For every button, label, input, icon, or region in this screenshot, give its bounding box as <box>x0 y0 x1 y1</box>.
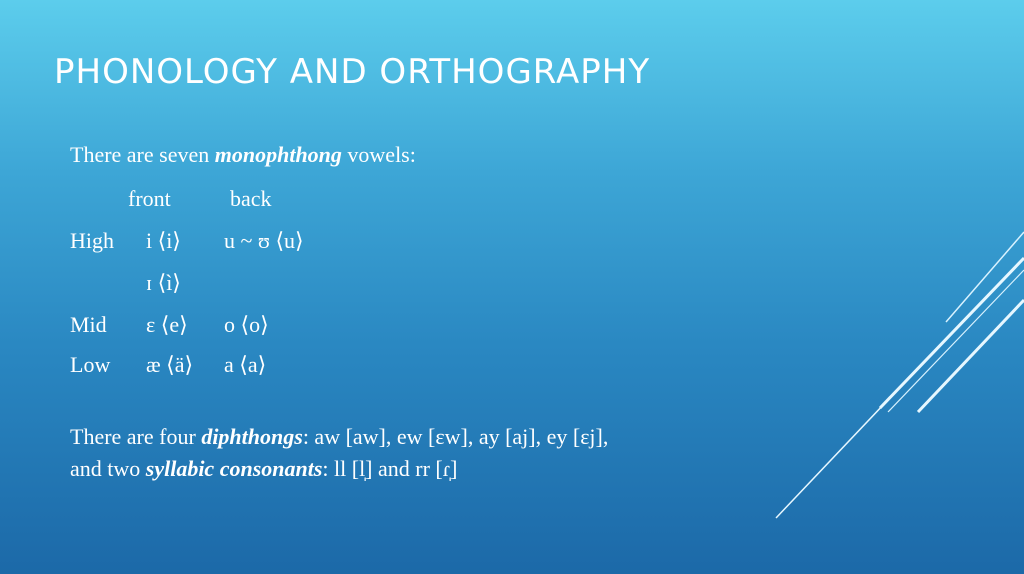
diphthongs-list: : aw [aw], ew [ɛw], ay [aj], ey [ɛj], <box>302 424 609 449</box>
cell-high-back: u ~ ʊ ⟨u⟩ <box>224 228 304 253</box>
row-label-high: High <box>70 228 114 253</box>
monophthong-term: monophthong <box>214 142 342 167</box>
cell-high2-front: ɪ ⟨ì⟩ <box>146 270 181 295</box>
row-label-low: Low <box>70 352 111 377</box>
cell-high-front: i ⟨i⟩ <box>146 228 181 253</box>
syllabic-text: and two <box>70 456 146 481</box>
syllabic-line <box>70 456 457 482</box>
header-front: front <box>128 186 171 211</box>
cell-mid-back: o ⟨o⟩ <box>224 312 269 337</box>
diphthongs-term: diphthongs <box>201 424 303 449</box>
cell-low-back: a ⟨a⟩ <box>224 352 267 377</box>
header-back: back <box>230 186 272 211</box>
cell-low-front: æ ⟨ä⟩ <box>146 352 194 377</box>
slide-title: PHONOLOGY AND ORTHOGRAPHY <box>54 52 651 92</box>
row-label-mid: Mid <box>70 312 107 337</box>
monophthong-intro <box>70 142 416 168</box>
intro-text-end: vowels: <box>341 142 416 167</box>
syllabic-list: : ll [l̩] and rr [ɾ̩] <box>322 456 458 481</box>
diphthongs-text: There are four <box>70 424 202 449</box>
syllabic-term: syllabic consonants <box>145 456 323 481</box>
cell-mid-front: ɛ ⟨e⟩ <box>146 312 188 337</box>
diphthongs-line <box>70 424 608 450</box>
intro-text: There are seven <box>70 142 215 167</box>
